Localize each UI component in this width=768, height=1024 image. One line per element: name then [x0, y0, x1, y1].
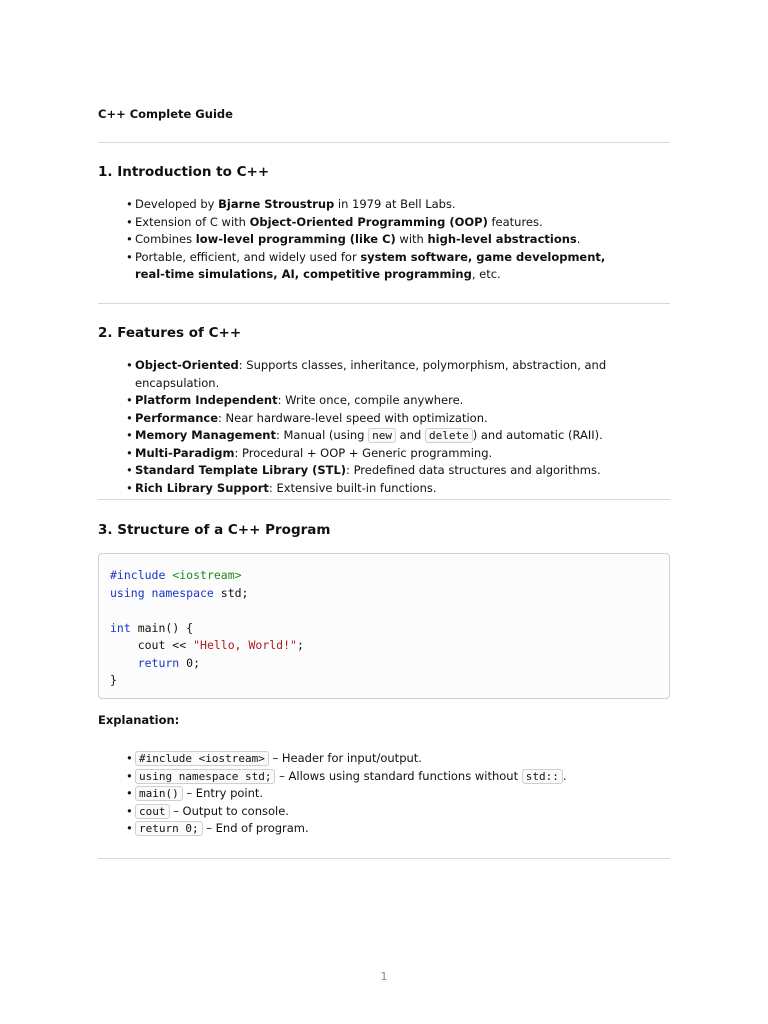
list-item: • Developed by Bjarne Stroustrup in 1979 at Bell Labs. [126, 196, 666, 214]
inline-code: #include <iostream> [135, 751, 269, 766]
list-item: • Performance: Near hardware-level speed with optimization. [126, 410, 666, 428]
list-item: • Portable, efficient, and widely used for system software, game development, real-time simulations, AI, competitive programming, etc. [126, 249, 617, 284]
inline-code: delete [425, 428, 473, 443]
list-item: • Standard Template Library (STL): Predefined data structures and algorithms. [126, 462, 666, 480]
list-item: • Combines low-level programming (like C) with high-level abstractions. [126, 231, 666, 249]
explanation-label: Explanation: [98, 713, 180, 727]
code-block [98, 553, 670, 699]
section-heading-structure: 3. Structure of a C++ Program [98, 522, 331, 538]
list-item: • main() – Entry point. [126, 785, 666, 803]
list-item: • Rich Library Support: Extensive built-in functions. [126, 480, 666, 498]
page-number: 1 [380, 970, 388, 983]
divider [98, 303, 670, 304]
section-heading-features: 2. Features of C++ [98, 325, 242, 341]
section-heading-introduction: 1. Introduction to C++ [98, 164, 270, 180]
inline-code: cout [135, 804, 170, 819]
inline-code: main() [135, 786, 183, 801]
divider [98, 499, 670, 500]
list-item: • Object-Oriented: Supports classes, inheritance, polymorphism, abstraction, and encapsulation. [126, 357, 666, 392]
divider [98, 858, 670, 859]
list-item: • Platform Independent: Write once, compile anywhere. [126, 392, 666, 410]
list-item: • return 0; – End of program. [126, 820, 666, 838]
introduction-list [126, 196, 666, 284]
document-title: C++ Complete Guide [98, 107, 233, 121]
list-item: • using namespace std; – Allows using standard functions without std:: . [126, 768, 666, 786]
code-listing: #include <iostream> using namespace std; int main() { cout << "Hello, World!"; return 0; } [110, 568, 304, 687]
list-item: • Extension of C with Object-Oriented Programming (OOP) features. [126, 214, 666, 232]
inline-code: using namespace std; [135, 769, 275, 784]
divider [98, 142, 670, 143]
explanation-list [126, 750, 666, 838]
list-item: • Memory Management: Manual (using new and delete ) and automatic (RAII). [126, 427, 666, 445]
inline-code: return 0; [135, 821, 203, 836]
inline-code: std:: [522, 769, 563, 784]
inline-code: new [368, 428, 396, 443]
list-item: • cout – Output to console. [126, 803, 666, 821]
features-list [126, 357, 666, 497]
list-item: • Multi-Paradigm: Procedural + OOP + Generic programming. [126, 445, 666, 463]
list-item: • #include <iostream> – Header for input/output. [126, 750, 666, 768]
